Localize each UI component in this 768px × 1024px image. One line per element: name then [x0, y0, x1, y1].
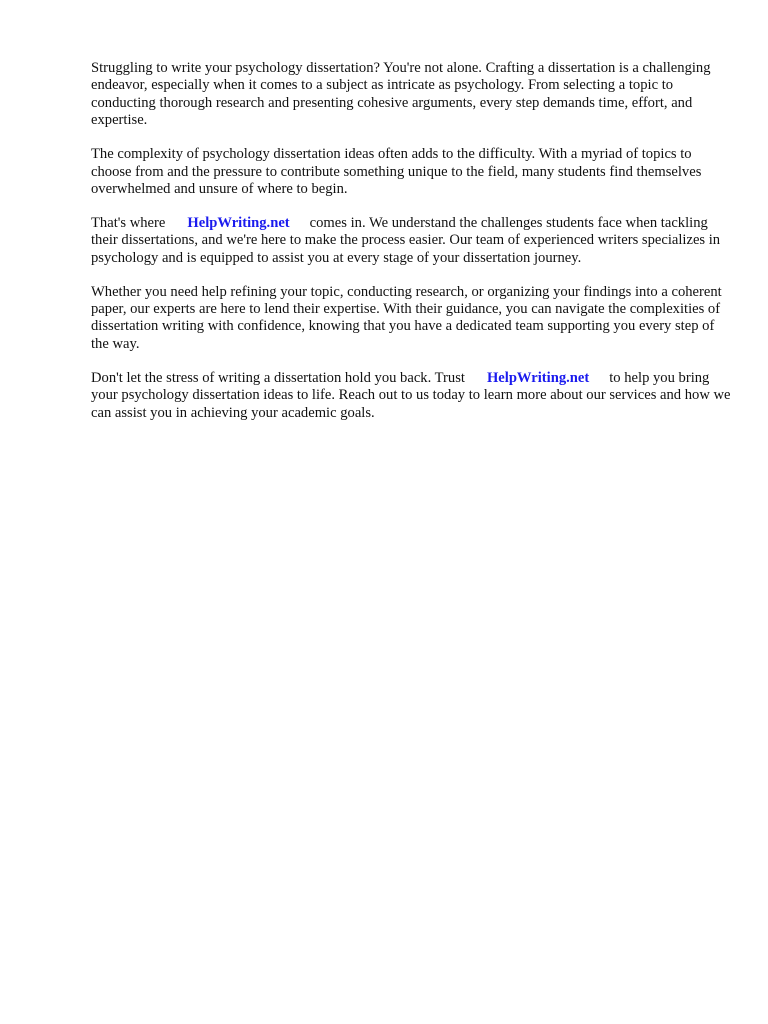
helpwriting-link[interactable]: HelpWriting.net: [187, 214, 290, 231]
paragraph-complexity-text: The complexity of psychology dissertation ideas often adds to the difficulty. With a myriad of topics to choose from and the pressure to contribute something unique to the field, many students find themselves overwhelmed and unsure of where to begin.: [91, 146, 706, 197]
paragraph-service-text-after: comes in. We understand the challenges students face when tackling their dissertations, and we're here to make the process easier. Our team of experienced writers specializes in psychology and is equipped to assist you at every stage of your dissertation journey.: [91, 214, 724, 266]
paragraph-intro: [91, 60, 731, 130]
helpwriting-link-closing[interactable]: HelpWriting.net: [486, 369, 590, 386]
paragraph-complexity: [91, 146, 731, 198]
paragraph-service-text-before: That's where: [91, 214, 166, 231]
paragraph-closing-text-after: to help you bring your psychology dissertation ideas to life. Reach out to us today to learn more about our services and how we can assist you in achieving your academic goals.: [91, 369, 735, 421]
document-body: [91, 60, 735, 438]
paragraph-help-text: Whether you need help refining your topic, conducting research, or organizing your findings into a coherent paper, our experts are here to lend their expertise. With their guidance, you can navigate the complexities of dissertation writing with confidence, knowing that you have a dedicated team supporting you every step of the way.: [91, 283, 726, 352]
paragraph-help: [91, 284, 731, 354]
paragraph-closing-text-before: Don't let the stress of writing a dissertation hold you back. Trust: [91, 369, 465, 386]
paragraph-intro-text: Struggling to write your psychology dissertation? You're not alone. Crafting a dissertation is a challenging endeavor, especially when it comes to a subject as intricate as psychology. From selecting a topic to conducting thorough research and presenting cohesive arguments, every step demands time, effort, and expertise.: [91, 60, 715, 129]
paragraph-service: [91, 215, 731, 267]
paragraph-closing: [91, 369, 735, 422]
